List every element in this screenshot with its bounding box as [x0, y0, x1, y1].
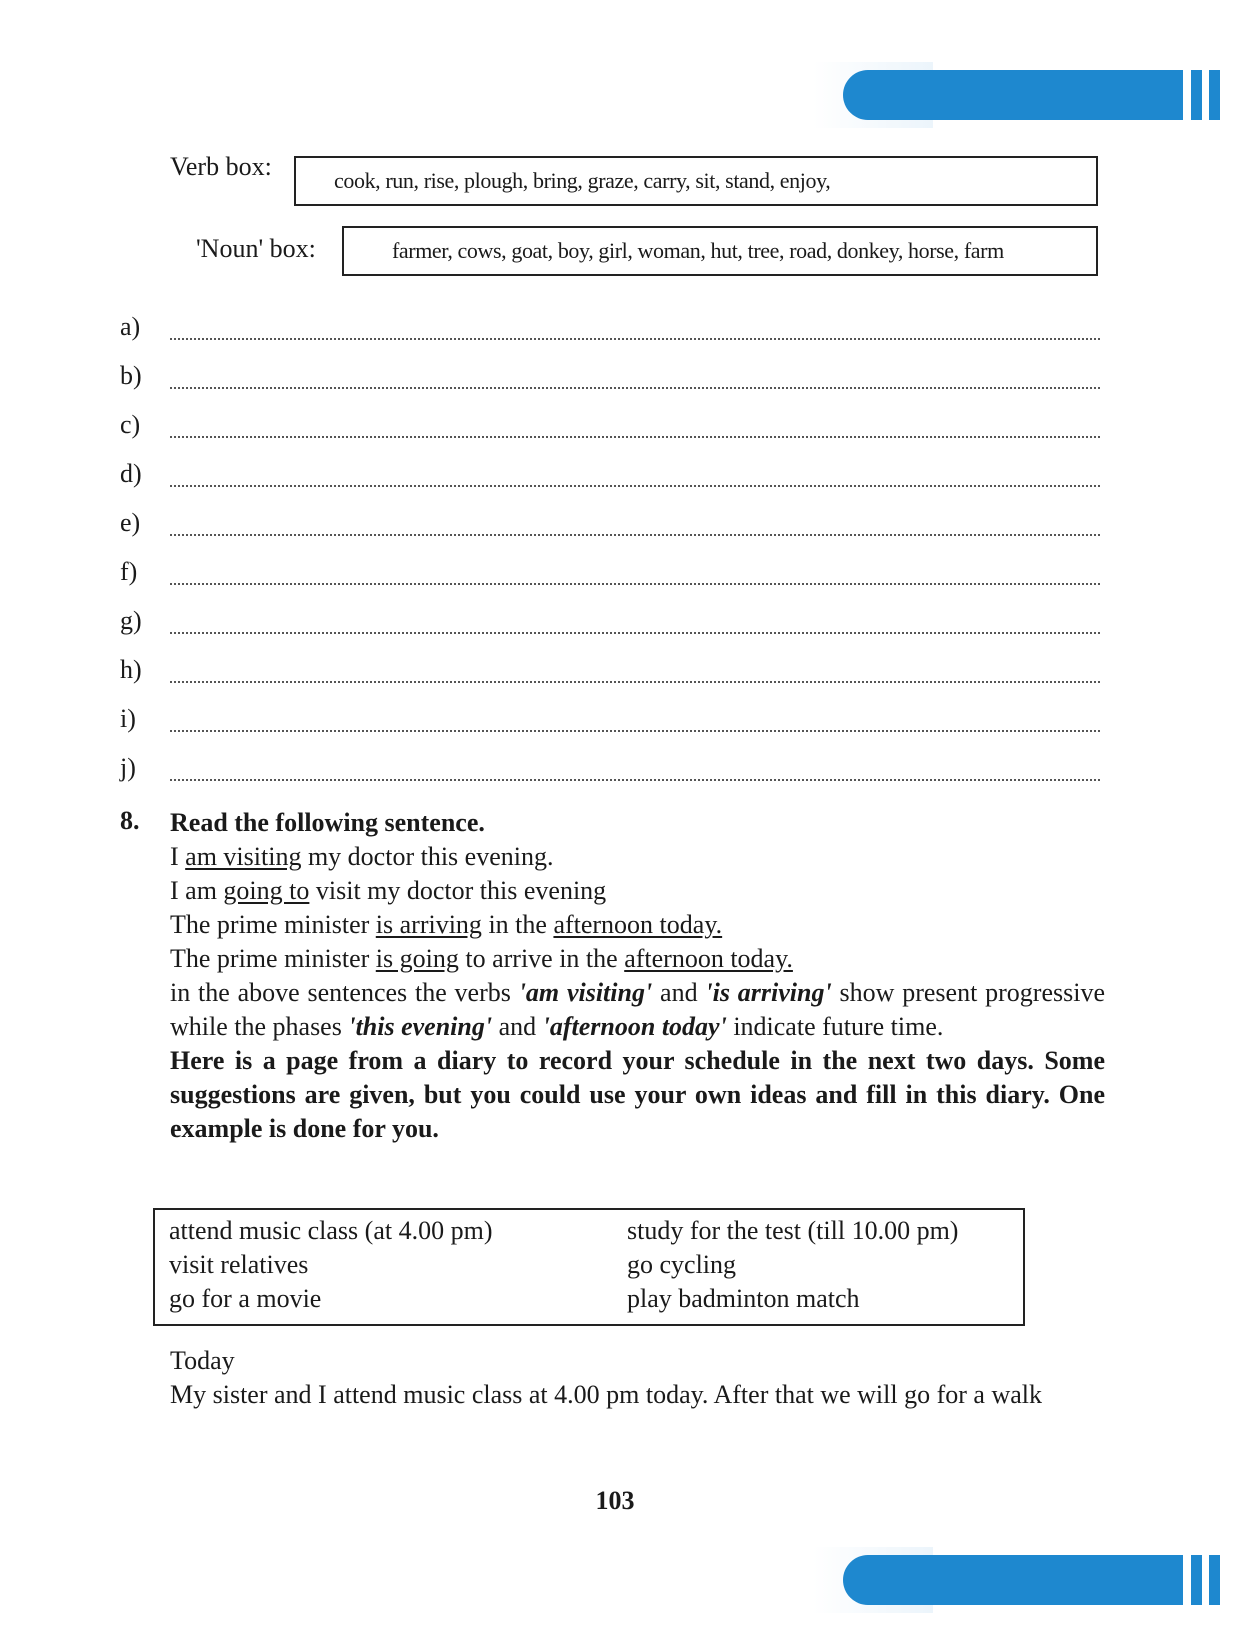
- tab-bar: [843, 1555, 1183, 1605]
- diary-heading: Today: [170, 1346, 235, 1375]
- question-heading: Read the following sentence.: [170, 808, 485, 837]
- answer-line-label: f): [120, 557, 138, 586]
- diary-entry: My sister and I attend music class at 4.00 pm today. After that we will go for a walk: [170, 1380, 1043, 1409]
- diary-example: [170, 1344, 1105, 1412]
- noun-box: [342, 226, 1098, 276]
- answer-line-label: d): [120, 459, 142, 488]
- dotted-line: [170, 681, 1100, 683]
- tab-bar: [843, 70, 1183, 120]
- page-number: 103: [595, 1486, 635, 1515]
- tab-stripe: [1191, 1555, 1202, 1605]
- answer-line[interactable]: [120, 704, 1100, 738]
- answer-line[interactable]: [120, 655, 1100, 689]
- answer-line[interactable]: [120, 753, 1100, 787]
- dotted-line: [170, 779, 1100, 781]
- dotted-line: [170, 730, 1100, 732]
- verb-box-label: Verb box:: [170, 152, 272, 181]
- dotted-line: [170, 583, 1100, 585]
- answer-line-label: h): [120, 655, 142, 684]
- example-sentence: I am visiting my doctor this evening.: [170, 842, 554, 871]
- answer-line[interactable]: [120, 459, 1100, 493]
- dotted-line: [170, 387, 1100, 389]
- suggestion-item: study for the test (till 10.00 pm): [627, 1216, 959, 1245]
- example-sentence: I am going to visit my doctor this evening: [170, 876, 607, 905]
- question-number: 8.: [120, 806, 140, 835]
- noun-box-words: farmer, cows, goat, boy, girl, woman, hut, tree, road, donkey, horse, farm: [392, 238, 1004, 263]
- answer-line[interactable]: [120, 508, 1100, 542]
- dotted-line: [170, 534, 1100, 536]
- answer-line-label: g): [120, 606, 142, 635]
- suggestion-item: go cycling: [627, 1250, 737, 1279]
- question-8-body: [170, 806, 1105, 1146]
- answer-line-label: a): [120, 312, 141, 341]
- answer-line-label: b): [120, 361, 142, 390]
- answer-line-label: c): [120, 410, 141, 439]
- dotted-line: [170, 632, 1100, 634]
- suggestion-item: visit relatives: [169, 1250, 309, 1279]
- answer-line[interactable]: [120, 361, 1100, 395]
- example-sentence: The prime minister is arriving in the afternoon today.: [170, 910, 723, 939]
- noun-box-label: 'Noun' box:: [196, 234, 316, 263]
- dotted-line: [170, 436, 1100, 438]
- answer-line[interactable]: [120, 410, 1100, 444]
- answer-line[interactable]: [120, 557, 1100, 591]
- suggestions-right-column: [627, 1214, 958, 1316]
- suggestion-item: play badminton match: [627, 1284, 860, 1313]
- suggestion-item: go for a movie: [169, 1284, 322, 1313]
- suggestion-item: attend music class (at 4.00 pm): [169, 1216, 493, 1245]
- top-page-tab: [843, 70, 1238, 120]
- explanation-paragraph: in the above sentences the verbs 'am visiting' and 'is arriving' show present progressive while the phases 'this evening' and 'afternoon today' indicate future time.: [170, 978, 1105, 1041]
- tab-stripe: [1191, 70, 1202, 120]
- answer-line-label: i): [120, 704, 136, 733]
- example-sentence: The prime minister is going to arrive in the afternoon today.: [170, 944, 793, 973]
- tab-stripe: [1209, 1555, 1220, 1605]
- suggestions-box: [153, 1208, 1025, 1326]
- tab-stripe: [1209, 70, 1220, 120]
- bottom-page-tab: [843, 1555, 1238, 1605]
- answer-line[interactable]: [120, 606, 1100, 640]
- answer-line[interactable]: [120, 312, 1100, 346]
- diary-instruction: Here is a page from a diary to record your schedule in the next two days. Some suggestions are given, but you could use your own ideas and fill in this diary. One example is done for you.: [170, 1046, 1105, 1143]
- verb-box-words: cook, run, rise, plough, bring, graze, carry, sit, stand, enjoy,: [334, 168, 831, 193]
- answer-line-label: j): [120, 753, 136, 782]
- answer-line-label: e): [120, 508, 141, 537]
- suggestions-left-column: [169, 1214, 492, 1316]
- dotted-line: [170, 485, 1100, 487]
- verb-box: [294, 156, 1098, 206]
- dotted-line: [170, 338, 1100, 340]
